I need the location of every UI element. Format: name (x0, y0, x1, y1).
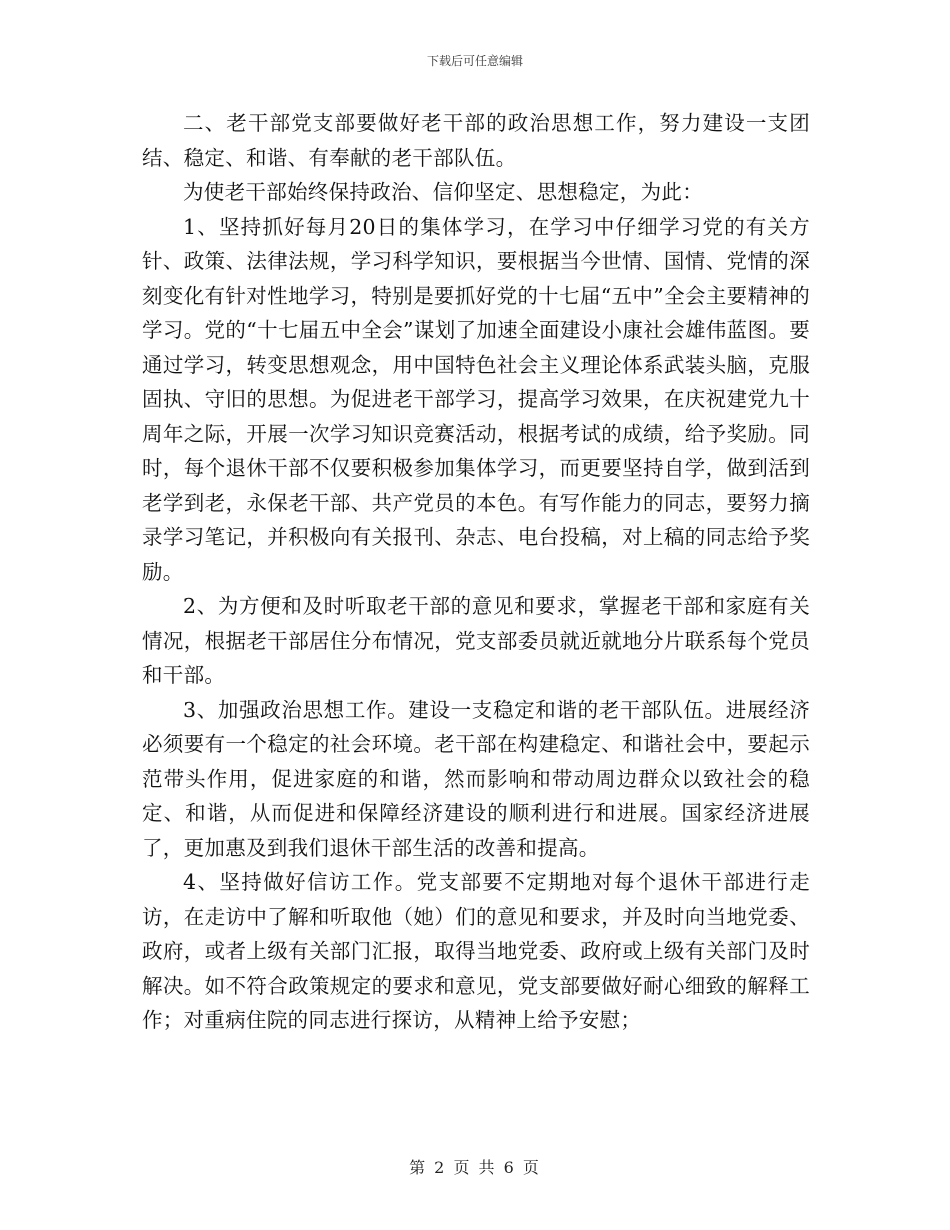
page-number: 第 2 页 共 6 页 (409, 1158, 541, 1177)
document-body (142, 106, 810, 1038)
page-header-note: 下载后可任意编辑 (426, 54, 523, 68)
paragraph-item-4-petition: 4、坚持做好信访工作。党支部要不定期地对每个退休干部进行走访，在走访中了解和听取他（她）们的意见和要求，并及时向当地党委、政府，或者上级有关部门汇报，取得当地党委、政府或上级有关部门及时解决。如不符合政策规定的要求和意见，党支部要做好耐心细致的解释工作；对重病住院的同志进行探访，从精神上给予安慰； (142, 870, 810, 1032)
paragraph-item-2-contact: 2、为方便和及时听取老干部的意见和要求，掌握老干部和家庭有关情况，根据老干部居住分布情况，党支部委员就近就地分片联系每个党员和干部。 (142, 594, 810, 687)
paragraph-item-3-political-work: 3、加强政治思想工作。建设一支稳定和谐的老干部队伍。进展经济必须要有一个稳定的社会环境。老干部在构建稳定、和谐社会中，要起示范带头作用，促进家庭的和谐，然而影响和带动周边群众以致社会的稳定、和谐，从而促进和保障经济建设的顺利进行和进展。国家经济进展了，更加惠及到我们退休干部生活的改善和提高。 (142, 697, 810, 860)
paragraph-section-two: 二、老干部党支部要做好老干部的政治思想工作，努力建设一支团结、稳定、和谐、有奉献的老干部队伍。 (142, 111, 810, 170)
paragraph-item-1-study: 1、坚持抓好每月20日的集体学习，在学习中仔细学习党的有关方针、政策、法律法规，学习科学知识，要根据当今世情、国情、党情的深刻变化有针对性地学习，特别是要抓好党的十七届“五中”全会主要精神的学习。党的“十七届五中全会”谋划了加速全面建设小康社会雄伟蓝图。要通过学习，转变思想观念，用中国特色社会主义理论体系武装头脑，克服固执、守旧的思想。为促进老干部学习，提高学习效果，在庆祝建党九十周年之际，开展一次学习知识竞赛活动，根据考试的成绩，给予奖励。同时，每个退休干部不仅要积极参加集体学习，而更要坚持自学，做到活到老学到老，永保老干部、共产党员的本色。有写作能力的同志，要努力摘录学习笔记，并积极向有关报刊、杂志、电台投稿，对上稿的同志给予奖励。 (142, 214, 810, 584)
paragraph-intro: 为使老干部始终保持政治、信仰坚定、思想稳定，为此： (183, 180, 703, 204)
